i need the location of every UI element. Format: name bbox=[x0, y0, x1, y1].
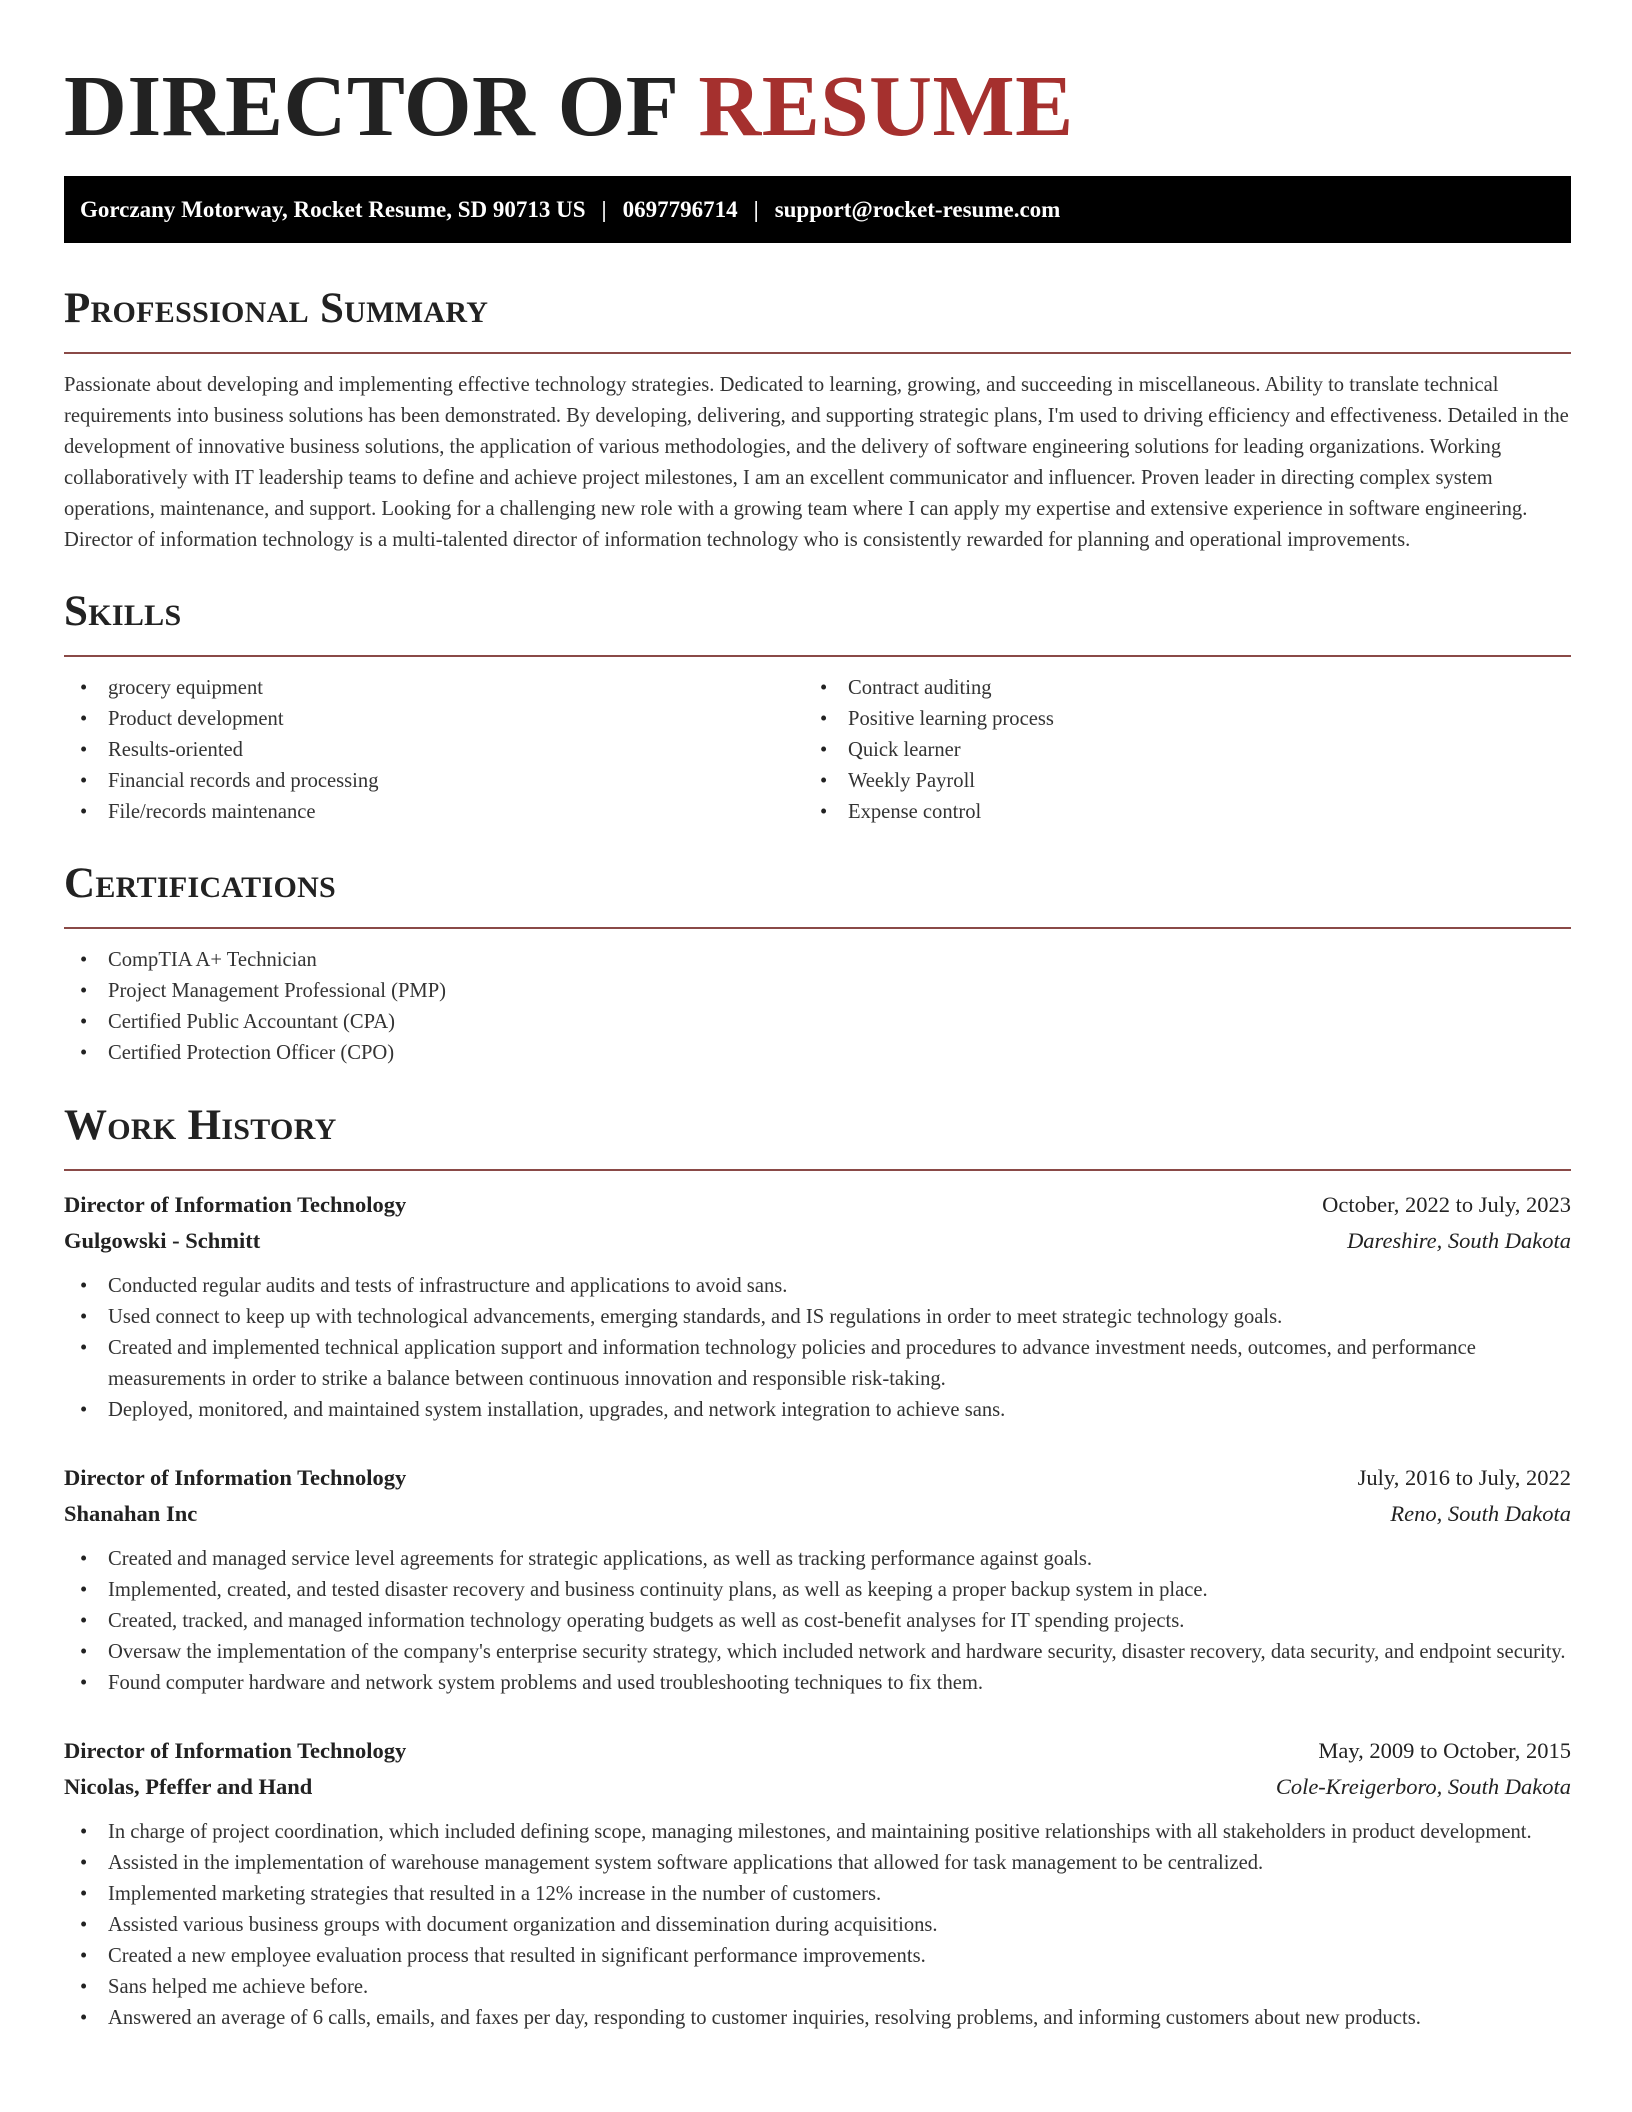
summary-text: Passionate about developing and implementing effective technology strategies. Dedicated to learning, growing, and succeeding in miscellaneous. Ability to translate technical requirements into business solutions has been demonstrated. By developing, delivering, and supporting strategic plans, I'm used to driving efficiency and effectiveness. Detailed in the development of innovative business solutions, the application of various methodologies, and the delivery of software engineering solutions for leading organizations. Working collaboratively with IT leadership teams to define and achieve project milestones, I am an excellent communicator and influencer. Proven leader in directing complex system operations, maintenance, and support. Looking for a challenging new role with a growing team where I can apply my expertise and extensive experience in software engineering. Director of information technology is a multi-talented director of information technology who is consistently rewarded for planning and operational improvements. bbox=[64, 374, 1569, 551]
certifications-heading: Certifications bbox=[64, 860, 337, 907]
job-entry bbox=[64, 1460, 1571, 1699]
contact-email[interactable]: support@rocket-resume.com bbox=[774, 196, 1061, 222]
job-company-row bbox=[64, 1496, 1571, 1532]
name-last: RESUME bbox=[698, 57, 1074, 154]
skills-section bbox=[64, 586, 1571, 828]
job-header-row bbox=[64, 1187, 1571, 1223]
job-location: Cole-Kreigerboro, South Dakota bbox=[1275, 1774, 1571, 1799]
job-company: Nicolas, Pfeffer and Hand bbox=[64, 1774, 313, 1799]
skills-list-left bbox=[64, 673, 804, 828]
summary-section bbox=[64, 283, 1571, 556]
job-location: Reno, South Dakota bbox=[1390, 1501, 1571, 1526]
work-history-heading: Work History bbox=[64, 1102, 337, 1149]
job-bullet: • Created a new employee evaluation process that resulted in significant performance improvements. bbox=[64, 1941, 1571, 1972]
job-bullet: • Deployed, monitored, and maintained system installation, upgrades, and network integration to achieve sans. bbox=[64, 1395, 1571, 1426]
skill-item: • Expense control bbox=[804, 797, 1544, 828]
skill-item: • Product development bbox=[64, 704, 804, 735]
contact-phone: 0697796714 bbox=[622, 196, 738, 222]
skill-item: • Positive learning process bbox=[804, 704, 1544, 735]
certification-item: • CompTIA A+ Technician bbox=[64, 945, 1571, 976]
job-header-row bbox=[64, 1733, 1571, 1769]
certification-item: • Certified Protection Officer (CPO) bbox=[64, 1038, 1571, 1069]
skill-item: • Weekly Payroll bbox=[804, 766, 1544, 797]
job-header-row bbox=[64, 1460, 1571, 1496]
job-dates: July, 2016 to July, 2022 bbox=[1357, 1465, 1571, 1490]
certification-item: • Certified Public Accountant (CPA) bbox=[64, 1007, 1571, 1038]
job-bullets bbox=[64, 1544, 1571, 1699]
job-bullet: • Conducted regular audits and tests of infrastructure and applications to avoid sans. bbox=[64, 1271, 1571, 1302]
name-first: DIRECTOR OF bbox=[64, 57, 677, 154]
job-bullet: • Sans helped me achieve before. bbox=[64, 1972, 1571, 2003]
section-divider bbox=[64, 1169, 1571, 1171]
job-title: Director of Information Technology bbox=[64, 1738, 407, 1763]
job-bullet: • Assisted in the implementation of warehouse management system software applications that allowed for task management to be centralized. bbox=[64, 1848, 1571, 1879]
certifications-list bbox=[64, 945, 1571, 1069]
contact-separator: | bbox=[601, 196, 607, 222]
certification-item: • Project Management Professional (PMP) bbox=[64, 976, 1571, 1007]
job-bullets bbox=[64, 1271, 1571, 1426]
job-bullet: • Created and implemented technical application support and information technology policies and procedures to advance investment needs, outcomes, and performance measurements in order to strike a balance between continuous innovation and responsible risk-taking. bbox=[64, 1333, 1571, 1395]
skill-item: • Contract auditing bbox=[804, 673, 1544, 704]
skills-columns bbox=[64, 673, 1571, 828]
certifications-section bbox=[64, 858, 1571, 1069]
job-company-row bbox=[64, 1223, 1571, 1259]
skills-heading: Skills bbox=[64, 588, 182, 635]
section-divider bbox=[64, 352, 1571, 354]
skills-list-right bbox=[804, 673, 1544, 828]
job-company: Shanahan Inc bbox=[64, 1501, 198, 1526]
job-bullet: • Used connect to keep up with technological advancements, emerging standards, and IS regulations in order to meet strategic technology goals. bbox=[64, 1302, 1571, 1333]
summary-heading: Professional Summary bbox=[64, 285, 489, 332]
job-entry bbox=[64, 1187, 1571, 1426]
resume-name bbox=[64, 0, 1571, 156]
job-bullet: • Created, tracked, and managed information technology operating budgets as well as cost-benefit analyses for IT spending projects. bbox=[64, 1606, 1571, 1637]
section-divider bbox=[64, 655, 1571, 657]
job-bullet: • Answered an average of 6 calls, emails, and faxes per day, responding to customer inquiries, resolving problems, and informing customers about new products. bbox=[64, 2003, 1571, 2034]
job-bullet: • Assisted various business groups with document organization and dissemination during acquisitions. bbox=[64, 1910, 1571, 1941]
job-bullets bbox=[64, 1817, 1571, 2034]
job-bullet: • Oversaw the implementation of the company's enterprise security strategy, which included network and hardware security, disaster recovery, data security, and endpoint security. bbox=[64, 1637, 1571, 1668]
skill-item: • File/records maintenance bbox=[64, 797, 804, 828]
job-dates: October, 2022 to July, 2023 bbox=[1322, 1192, 1571, 1217]
resume-page bbox=[64, 0, 1571, 2034]
skill-item: • Results-oriented bbox=[64, 735, 804, 766]
job-bullet: • Implemented marketing strategies that resulted in a 12% increase in the number of customers. bbox=[64, 1879, 1571, 1910]
skill-item: • Quick learner bbox=[804, 735, 1544, 766]
contact-separator: | bbox=[753, 196, 759, 222]
job-bullet: • Implemented, created, and tested disaster recovery and business continuity plans, as well as keeping a proper backup system in place. bbox=[64, 1575, 1571, 1606]
job-bullet: • Found computer hardware and network system problems and used troubleshooting techniques to fix them. bbox=[64, 1668, 1571, 1699]
skill-item: • Financial records and processing bbox=[64, 766, 804, 797]
work-history-section bbox=[64, 1100, 1571, 2034]
job-company: Gulgowski - Schmitt bbox=[64, 1228, 261, 1253]
job-entry bbox=[64, 1733, 1571, 2034]
job-dates: May, 2009 to October, 2015 bbox=[1318, 1738, 1571, 1763]
contact-address: Gorczany Motorway, Rocket Resume, SD 90713 US bbox=[80, 196, 586, 222]
contact-bar bbox=[64, 176, 1571, 243]
job-title: Director of Information Technology bbox=[64, 1465, 407, 1490]
skill-item: • grocery equipment bbox=[64, 673, 804, 704]
section-divider bbox=[64, 927, 1571, 929]
job-title: Director of Information Technology bbox=[64, 1192, 407, 1217]
job-bullet: • Created and managed service level agreements for strategic applications, as well as tracking performance against goals. bbox=[64, 1544, 1571, 1575]
job-company-row bbox=[64, 1769, 1571, 1805]
job-bullet: • In charge of project coordination, which included defining scope, managing milestones, and maintaining positive relationships with all stakeholders in product development. bbox=[64, 1817, 1571, 1848]
job-location: Dareshire, South Dakota bbox=[1347, 1228, 1571, 1253]
